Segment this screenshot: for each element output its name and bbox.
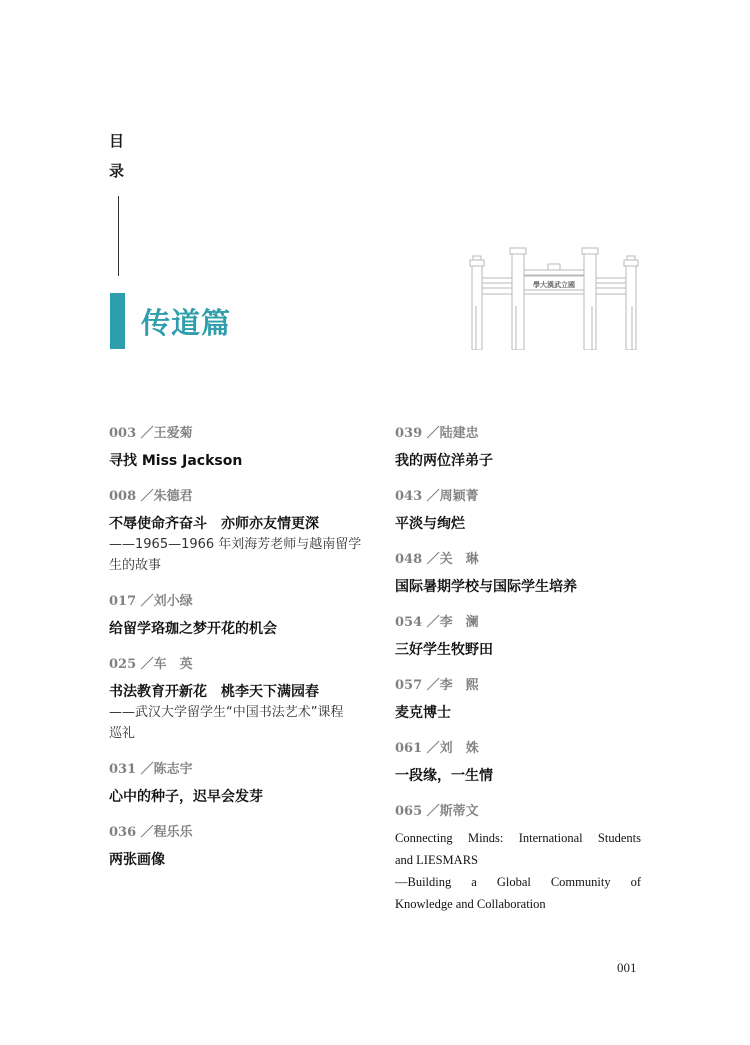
entry-page-author: 048 ／关 琳 [395,552,479,567]
entry-page-author: 065 ／斯蒂文 [395,804,479,819]
entry-title: 麦克博士 [395,705,451,721]
university-gate-illustration [468,246,640,350]
entry-page-author: 008 ／朱德君 [109,489,193,504]
toc-entry[interactable] [109,824,369,870]
entry-title: 寻找 Miss Jackson [109,453,243,469]
entry-subtitle: 巡礼 [109,726,136,741]
english-title-line: Connecting Minds: International Students [395,831,641,845]
toc-heading-lu: 录 [109,162,125,180]
entry-page-author: 061 ／刘 姝 [395,741,479,756]
entry-page-author: 025 ／车 英 [109,657,193,672]
toc-entry[interactable] [109,593,369,639]
entry-page-author: 043 ／周颖菁 [395,489,479,504]
entry-page-author: 003 ／王爱菊 [109,426,193,441]
entry-title: 书法教育开新花 桃李天下满园春 [109,684,319,700]
toc-entry[interactable] [395,488,641,534]
toc-entry[interactable] [395,803,641,915]
toc-entry[interactable] [395,551,641,597]
page-number: 001 [617,960,637,975]
entry-page-author: 017 ／刘小绿 [109,594,193,609]
entry-page-author: 031 ／陈志宇 [109,762,193,777]
entry-subtitle: ——武汉大学留学生“中国书法艺术”课程 [109,705,344,720]
entry-subtitle: 生的故事 [109,558,162,573]
heading-divider [118,196,119,276]
toc-entry[interactable] [109,425,369,471]
section-accent-bar [110,293,125,349]
entry-title: 一段缘，一生情 [395,768,493,784]
entry-title: 心中的种子，迟早会发芽 [109,789,263,805]
toc-entry[interactable] [109,761,369,807]
english-title-line: Knowledge and Collaboration [395,897,546,911]
entry-page-author: 036 ／程乐乐 [109,825,193,840]
entry-english-title [395,827,641,915]
gate-inscription: 學大漢武立國 [533,280,575,289]
entry-title: 不辱使命齐奋斗 亦师亦友情更深 [109,516,319,532]
toc-entry[interactable] [395,740,641,786]
toc-entry[interactable] [395,614,641,660]
toc-entry[interactable] [109,656,369,744]
entry-title: 给留学珞珈之梦开花的机会 [109,621,277,637]
toc-right-column [395,425,641,932]
section-title: 传道篇 [141,306,232,340]
entry-page-author: 057 ／李 熙 [395,678,479,693]
entry-title: 国际暑期学校与国际学生培养 [395,579,577,595]
entry-page-author: 054 ／李 澜 [395,615,479,630]
entry-title: 三好学生牧野田 [395,642,493,658]
toc-entry[interactable] [109,488,369,576]
english-title-line: and LIESMARS [395,853,478,867]
entry-title: 两张画像 [109,852,165,868]
toc-left-column [109,425,369,887]
english-title-line: —Building a Global Community of [395,875,641,889]
toc-entry[interactable] [395,425,641,471]
entry-title: 我的两位洋弟子 [395,453,493,469]
entry-page-author: 039 ／陆建忠 [395,426,479,441]
entry-subtitle: ——1965—1966 年刘海芳老师与越南留学 [109,537,362,552]
toc-heading-mu: 目 [109,132,125,150]
entry-title: 平淡与绚烂 [395,516,465,532]
toc-entry[interactable] [395,677,641,723]
